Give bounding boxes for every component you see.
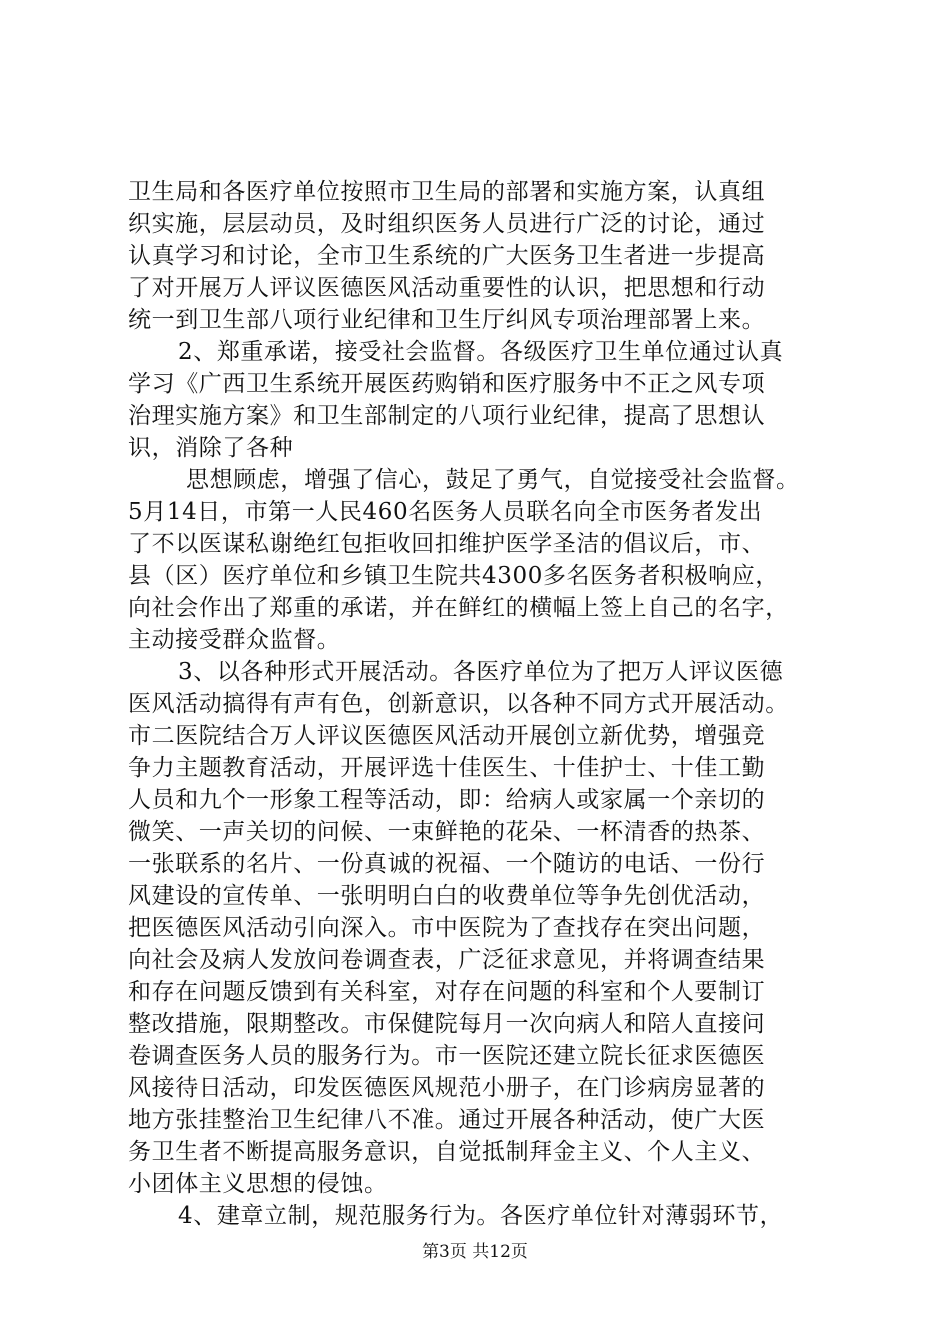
text-line: 向社会作出了郑重的承诺，并在鲜红的横幅上签上自己的名字， xyxy=(128,595,789,621)
body-text xyxy=(128,176,848,1232)
text-line: 一张联系的名片、一份真诚的祝福、一个随访的电话、一份行 xyxy=(128,851,766,877)
text-line: 4、建章立制，规范服务行为。各医疗单位针对薄弱环节， xyxy=(178,1203,784,1229)
text-line: 向社会及病人发放问卷调查表，广泛征求意见，并将调查结果 xyxy=(128,947,766,973)
text-line: 治理实施方案》和卫生部制定的八项行业纪律，提高了思想认 xyxy=(128,403,766,429)
text-line: 2、郑重承诺，接受社会监督。各级医疗卫生单位通过认真 xyxy=(178,339,784,365)
text-line: 思想顾虑，增强了信心，鼓足了勇气，自觉接受社会监督。 xyxy=(186,467,800,493)
text-line: 学习《广西卫生系统开展医药购销和医疗服务中不正之风专项 xyxy=(128,371,766,397)
page-number-footer: 第3页 共12页 xyxy=(422,1242,528,1262)
text-line: 争力主题教育活动，开展评选十佳医生、十佳护士、十佳工勤 xyxy=(128,755,766,781)
text-line: 微笑、一声关切的问候、一束鲜艳的花朵、一杯清香的热茶、 xyxy=(128,819,766,845)
text-line: 3、以各种形式开展活动。各医疗单位为了把万人评议医德 xyxy=(178,659,784,685)
text-line: 卷调查医务人员的服务行为。市一医院还建立院长征求医德医 xyxy=(128,1043,766,1069)
text-line: 小团体主义思想的侵蚀。 xyxy=(128,1171,388,1197)
text-line: 务卫生者不断提高服务意识，自觉抵制拜金主义、个人主义、 xyxy=(128,1139,766,1165)
text-line: 织实施，层层动员，及时组织医务人员进行广泛的讨论，通过 xyxy=(128,211,766,237)
text-line: 了对开展万人评议医德医风活动重要性的认识，把思想和行动 xyxy=(128,275,766,301)
text-line: 了不以医谋私谢绝红包拒收回扣维护医学圣洁的倡议后，市、 xyxy=(128,531,766,557)
text-line: 识，消除了各种 xyxy=(128,435,294,461)
text-line: 地方张挂整治卫生纪律八不准。通过开展各种活动，使广大医 xyxy=(128,1107,766,1133)
text-line: 人员和九个一形象工程等活动，即：给病人或家属一个亲切的 xyxy=(128,787,766,813)
text-line: 风建设的宣传单、一张明明白白的收费单位等争先创优活动， xyxy=(128,883,766,909)
text-line: 5月14日，市第一人民460名医务人员联名向全市医务者发出 xyxy=(128,499,763,525)
text-line: 县（区）医疗单位和乡镇卫生院共4300多名医务者积极响应， xyxy=(128,563,779,589)
text-line: 把医德医风活动引向深入。市中医院为了查找存在突出问题， xyxy=(128,915,766,941)
text-line: 统一到卫生部八项行业纪律和卫生厅纠风专项治理部署上来。 xyxy=(128,307,766,333)
text-line: 风接待日活动，印发医德医风规范小册子，在门诊病房显著的 xyxy=(128,1075,766,1101)
text-line: 整改措施，限期整改。市保健院每月一次向病人和陪人直接问 xyxy=(128,1011,766,1037)
text-line: 和存在问题反馈到有关科室，对存在问题的科室和个人要制订 xyxy=(128,979,766,1005)
text-line: 市二医院结合万人评议医德医风活动开展创立新优势，增强竞 xyxy=(128,723,766,749)
text-line: 卫生局和各医疗单位按照市卫生局的部署和实施方案，认真组 xyxy=(128,179,766,205)
text-line: 医风活动搞得有声有色，创新意识，以各种不同方式开展活动。 xyxy=(128,691,789,717)
text-line: 认真学习和讨论，全市卫生系统的广大医务卫生者进一步提高 xyxy=(128,243,766,269)
text-line: 主动接受群众监督。 xyxy=(128,627,341,653)
